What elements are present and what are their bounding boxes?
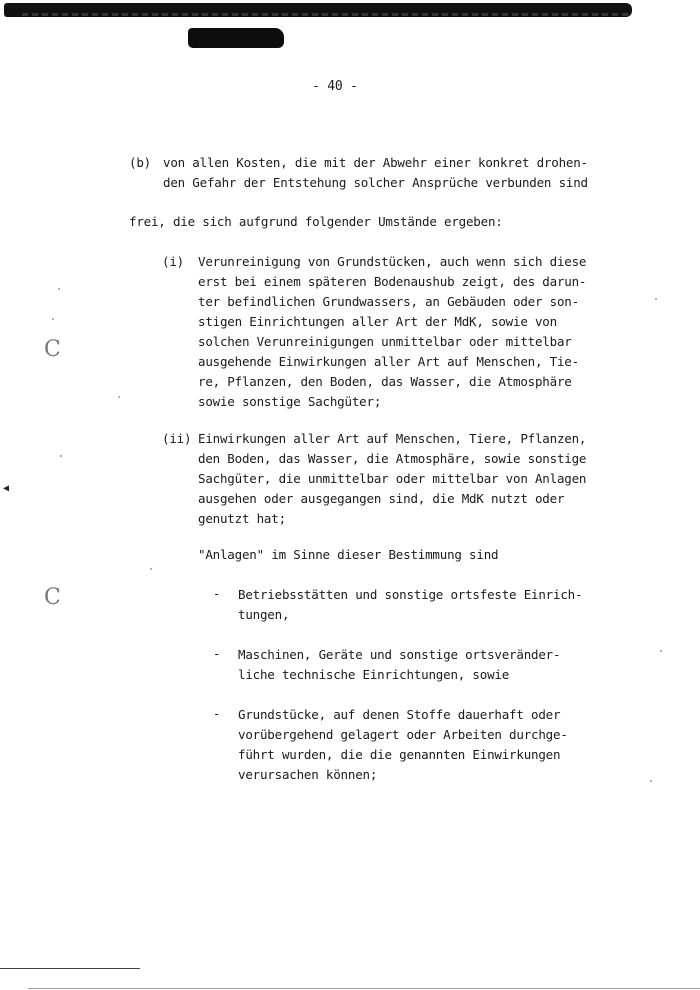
item-i-line: stigen Einrichtungen aller Art der MdK, sowie von xyxy=(198,314,557,329)
list-item-line: vorübergehend gelagert oder Arbeiten durchge- xyxy=(238,727,568,742)
frei-line: frei, die sich aufgrund folgender Umstände ergeben: xyxy=(129,214,503,229)
list-item-line: verursachen können; xyxy=(238,767,378,782)
item-ii-line: Sachgüter, die unmittelbar oder mittelbar von Anlagen xyxy=(198,471,587,486)
item-ii-line: ausgehen oder ausgegangen sind, die MdK nutzt oder xyxy=(198,491,565,506)
footer-rule xyxy=(0,968,140,969)
list-dash: - xyxy=(213,646,221,661)
item-i-label: (i) xyxy=(162,254,184,269)
item-ii-line: genutzt hat; xyxy=(198,511,286,526)
clause-b-label: (b) xyxy=(129,155,151,170)
item-i-line: solchen Verunreinigungen unmittelbar oder mittelbar xyxy=(198,334,572,349)
item-ii-line: Einwirkungen aller Art auf Menschen, Tiere, Pflanzen, xyxy=(198,431,587,446)
scan-noise xyxy=(22,13,632,16)
clause-b-line: den Gefahr der Entstehung solcher Ansprüche verbunden sind xyxy=(163,175,588,190)
list-dash: - xyxy=(213,586,221,601)
scan-speck xyxy=(52,318,54,320)
scan-speck xyxy=(655,298,657,300)
list-item-line: tungen, xyxy=(238,607,290,622)
list-item-line: führt wurden, die die genannten Einwirkungen xyxy=(238,747,561,762)
scan-speck xyxy=(650,780,652,782)
list-item-line: Betriebsstätten und sonstige ortsfeste Einrich- xyxy=(238,587,583,602)
scan-speck xyxy=(150,568,152,570)
list-item-line: Maschinen, Geräte und sonstige ortsveränder- xyxy=(238,647,561,662)
item-i-line: re, Pflanzen, den Boden, das Wasser, die Atmosphäre xyxy=(198,374,572,389)
clause-b-line: von allen Kosten, die mit der Abwehr einer konkret drohen- xyxy=(163,155,588,170)
list-item-line: liche technische Einrichtungen, sowie xyxy=(238,667,510,682)
punch-hole-mark: C xyxy=(44,337,61,362)
item-i-line: ter befindlichen Grundwassers, an Gebäuden oder son- xyxy=(198,294,579,309)
scan-speck xyxy=(660,650,662,652)
scan-speck xyxy=(58,288,60,290)
margin-arrow-icon: ◀ xyxy=(3,483,10,494)
item-i-line: sowie sonstige Sachgüter; xyxy=(198,394,382,409)
scan-speck xyxy=(60,455,62,457)
item-i-line: erst bei einem späteren Bodenaushub zeigt, des darun- xyxy=(198,274,587,289)
punch-hole-mark: C xyxy=(44,585,61,610)
item-ii-line: den Boden, das Wasser, die Atmosphäre, sowie sonstige xyxy=(198,451,587,466)
scan-speck xyxy=(118,396,120,398)
footer-scan-line xyxy=(28,988,700,989)
list-item-line: Grundstücke, auf denen Stoffe dauerhaft oder xyxy=(238,707,561,722)
redaction-block xyxy=(188,28,284,48)
anlagen-definition: "Anlagen" im Sinne dieser Bestimmung sind xyxy=(198,547,499,562)
item-i-line: ausgehende Einwirkungen aller Art auf Menschen, Tie- xyxy=(198,354,579,369)
page-number: - 40 - xyxy=(312,79,358,94)
item-i-line: Verunreinigung von Grundstücken, auch wenn sich diese xyxy=(198,254,587,269)
list-dash: - xyxy=(213,706,221,721)
item-ii-label: (ii) xyxy=(162,431,192,446)
